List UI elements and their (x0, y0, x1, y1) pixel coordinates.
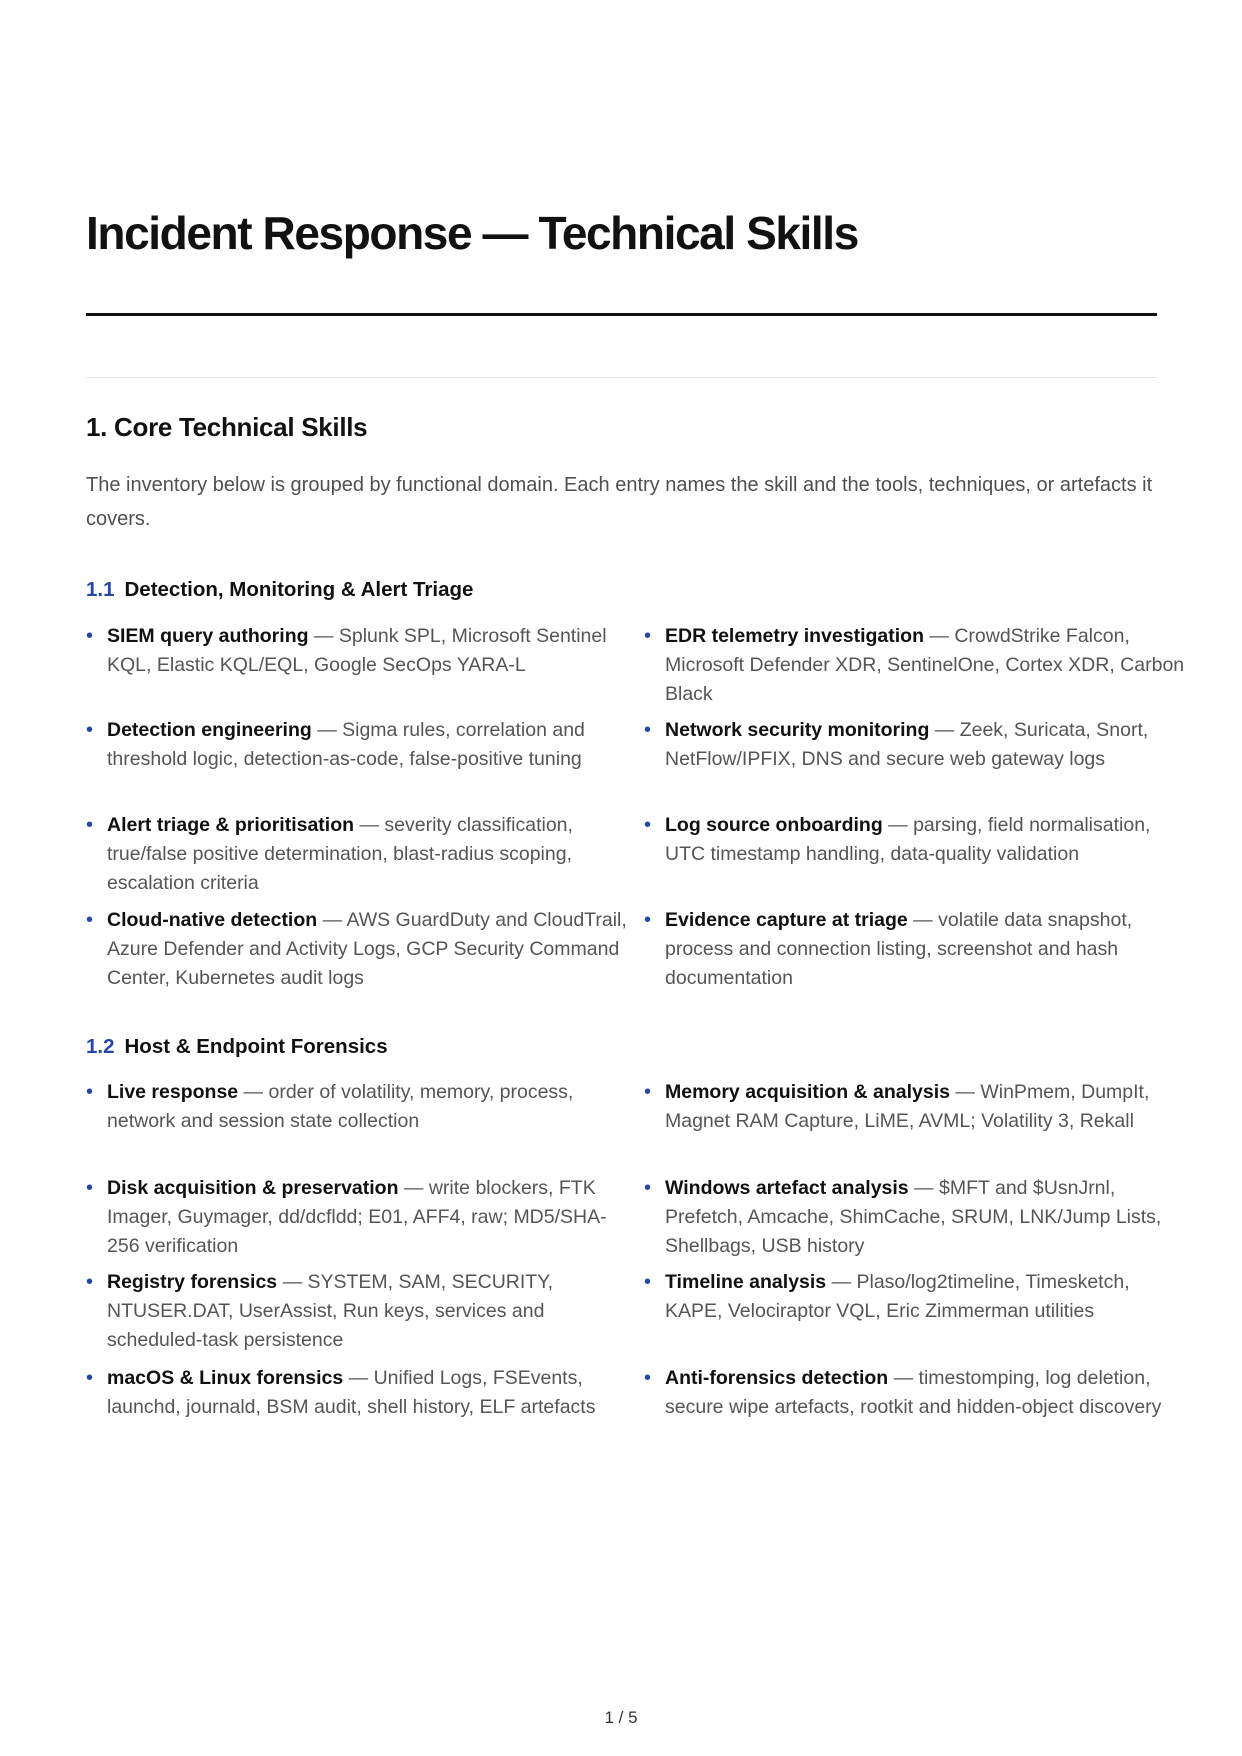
skill-detail: — Unified Logs, FSEvents, launchd, journald, BSM audit, shell history, ELF artefacts (107, 1367, 596, 1418)
bullet-icon: • (86, 1081, 94, 1103)
list-item (86, 1268, 627, 1355)
skill-term: Alert triage & prioritisation (107, 814, 355, 836)
bullet-icon: • (86, 1367, 94, 1389)
bullet-icon: • (86, 1271, 94, 1293)
bullet-icon: • (86, 909, 94, 931)
skill-detail: — timestomping, log deletion, secure wipe artefacts, rootkit and hidden-object discovery (665, 1367, 1162, 1418)
skill-term: Memory acquisition & analysis (665, 1081, 951, 1103)
list-item (86, 906, 627, 993)
subsection-number: 1.2 (86, 1035, 115, 1058)
skill-term: SIEM query authoring (107, 625, 309, 647)
skill-term: Detection engineering (107, 719, 312, 741)
bullet-icon: • (644, 1367, 652, 1389)
bullet-icon: • (644, 625, 652, 647)
skill-term: EDR telemetry investigation (665, 625, 924, 647)
skill-term: Disk acquisition & preservation (107, 1177, 399, 1199)
skill-detail: — severity classification, true/false positive determination, blast-radius scoping, escalation criteria (107, 814, 573, 894)
skill-detail: — SYSTEM, SAM, SECURITY, NTUSER.DAT, UserAssist, Run keys, services and scheduled-task persistence (107, 1271, 554, 1351)
list-item (644, 622, 1185, 709)
subsection-label: Detection, Monitoring & Alert Triage (124, 578, 474, 601)
section-intro: The inventory below is grouped by functional domain. Each entry names the skill and the tools, techniques, or artefacts it covers. (86, 474, 1153, 530)
skill-detail: — $MFT and $UsnJrnl, Prefetch, Amcache, ShimCache, SRUM, LNK/Jump Lists, Shellbags, USB history (665, 1177, 1162, 1257)
bullet-icon: • (86, 814, 94, 836)
list-item (86, 1174, 627, 1261)
list-item (644, 1364, 1185, 1422)
page-number: 1 / 5 (604, 1708, 638, 1727)
list-item (644, 811, 1185, 869)
list-item (86, 1078, 627, 1136)
list-item (86, 1364, 627, 1422)
skill-term: Evidence capture at triage (665, 909, 908, 931)
list-item (644, 1174, 1185, 1261)
list-item (644, 1078, 1185, 1136)
subsection-title-forensics (86, 1035, 388, 1059)
bullet-icon: • (86, 1177, 94, 1199)
list-item (644, 716, 1185, 774)
skill-detail: — Sigma rules, correlation and threshold logic, detection-as-code, false-positive tuning (107, 719, 585, 770)
list-item (86, 622, 627, 680)
document-title: Incident Response — Technical Skills (86, 207, 858, 259)
bullet-icon: • (644, 1177, 652, 1199)
list-item (86, 811, 627, 898)
list-item (644, 1268, 1185, 1326)
skill-detail: — CrowdStrike Falcon, Microsoft Defender XDR, SentinelOne, Cortex XDR, Carbon Black (665, 625, 1185, 705)
skill-detail: — Plaso/log2timeline, Timesketch, KAPE, Velociraptor VQL, Eric Zimmerman utilities (665, 1271, 1130, 1322)
section-title: 1. Core Technical Skills (86, 412, 368, 442)
skill-detail: — Zeek, Suricata, Snort, NetFlow/IPFIX, DNS and secure web gateway logs (665, 719, 1149, 770)
skill-detail: — parsing, field normalisation, UTC timestamp handling, data-quality validation (665, 814, 1151, 865)
skill-term: Timeline analysis (665, 1271, 827, 1293)
bullet-icon: • (644, 719, 652, 741)
skill-term: Anti-forensics detection (665, 1367, 889, 1389)
skill-term: macOS & Linux forensics (107, 1367, 344, 1389)
skill-detail: — volatile data snapshot, process and connection listing, screenshot and hash documentation (665, 909, 1133, 989)
subsection-title-detection (86, 578, 473, 602)
skill-term: Cloud-native detection (107, 909, 318, 931)
list-item (86, 716, 627, 774)
skill-detail: — write blockers, FTK Imager, Guymager, dd/dcfldd; E01, AFF4, raw; MD5/SHA-256 verification (107, 1177, 607, 1257)
skill-detail: — Splunk SPL, Microsoft Sentinel KQL, Elastic KQL/EQL, Google SecOps YARA-L (107, 625, 607, 676)
bullet-icon: • (644, 814, 652, 836)
bullet-icon: • (86, 625, 94, 647)
skill-detail: — order of volatility, memory, process, network and session state collection (107, 1081, 574, 1132)
bullet-icon: • (644, 909, 652, 931)
skill-term: Windows artefact analysis (665, 1177, 909, 1199)
bullet-icon: • (644, 1271, 652, 1293)
skill-term: Log source onboarding (665, 814, 883, 836)
skill-term: Live response (107, 1081, 239, 1103)
section-divider (86, 377, 1157, 378)
skill-detail: — AWS GuardDuty and CloudTrail, Azure Defender and Activity Logs, GCP Security Command Center, Kubernetes audit logs (107, 909, 627, 989)
skill-detail: — WinPmem, DumpIt, Magnet RAM Capture, LiME, AVML; Volatility 3, Rekall (665, 1081, 1150, 1132)
skill-term: Network security monitoring (665, 719, 930, 741)
subsection-number: 1.1 (86, 578, 115, 601)
bullet-icon: • (86, 719, 94, 741)
bullet-icon: • (644, 1081, 652, 1103)
skill-term: Registry forensics (107, 1271, 278, 1293)
subsection-label: Host & Endpoint Forensics (124, 1035, 388, 1058)
list-item (644, 906, 1185, 993)
title-divider (86, 313, 1157, 316)
